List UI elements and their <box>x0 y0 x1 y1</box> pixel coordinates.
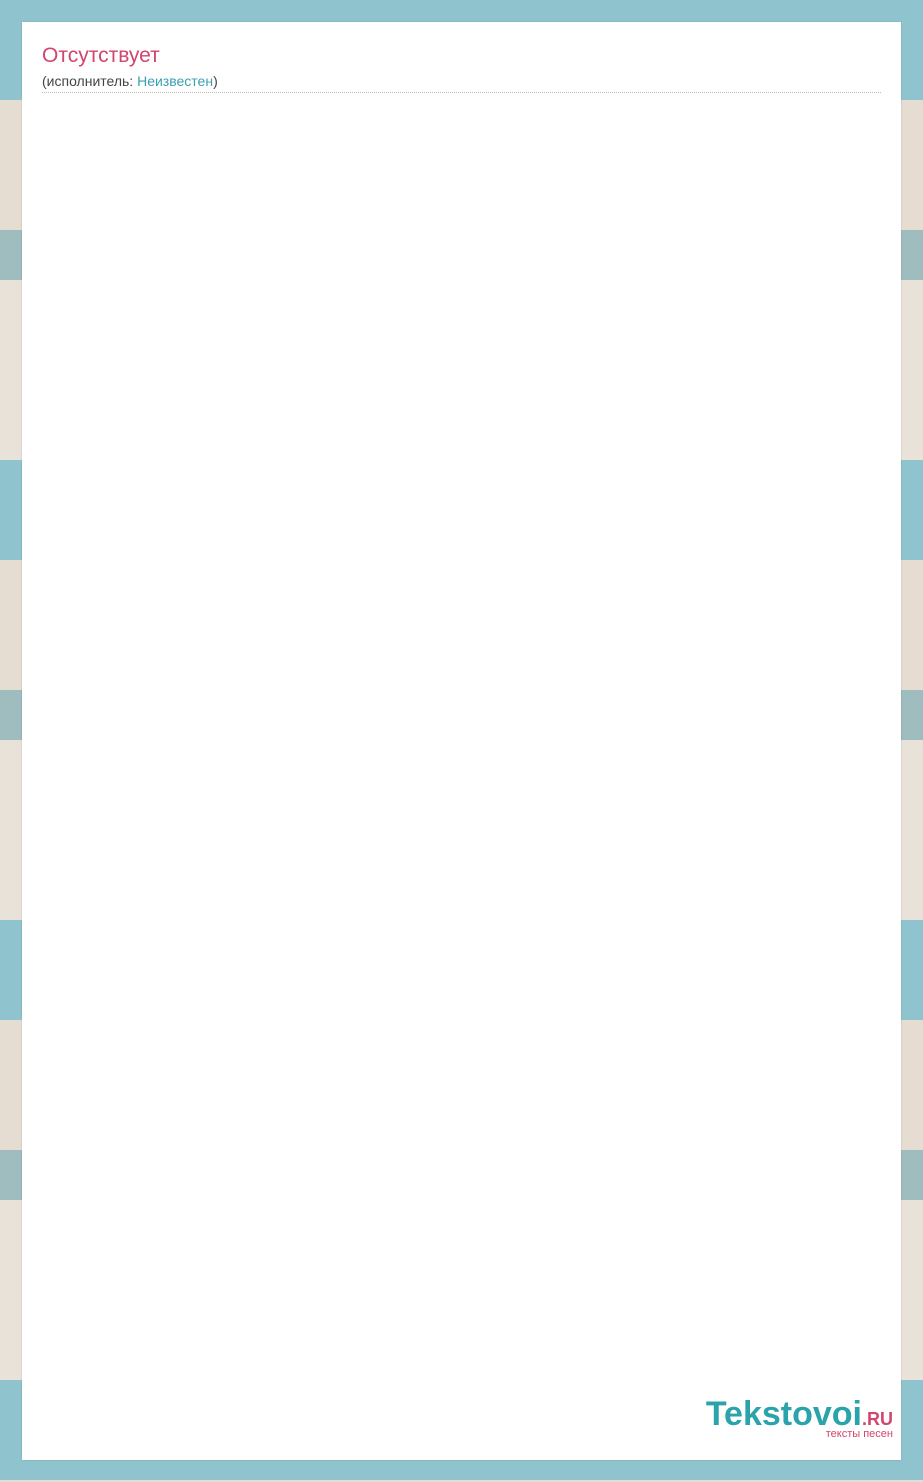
logo-tld: .RU <box>862 1409 893 1429</box>
artist-suffix: ) <box>213 73 218 89</box>
lyrics-card <box>22 22 901 1460</box>
site-logo[interactable] <box>706 1395 893 1440</box>
artist-prefix: (исполнитель: <box>42 73 138 89</box>
logo-main: Tekstovoi <box>705 1395 862 1433</box>
song-title: Отсутствует <box>42 44 160 67</box>
artist-link[interactable]: Неизвестен <box>137 73 214 89</box>
artist-line <box>42 73 218 89</box>
title-divider <box>42 92 881 93</box>
logo-tagline: тексты песен <box>825 1428 893 1440</box>
